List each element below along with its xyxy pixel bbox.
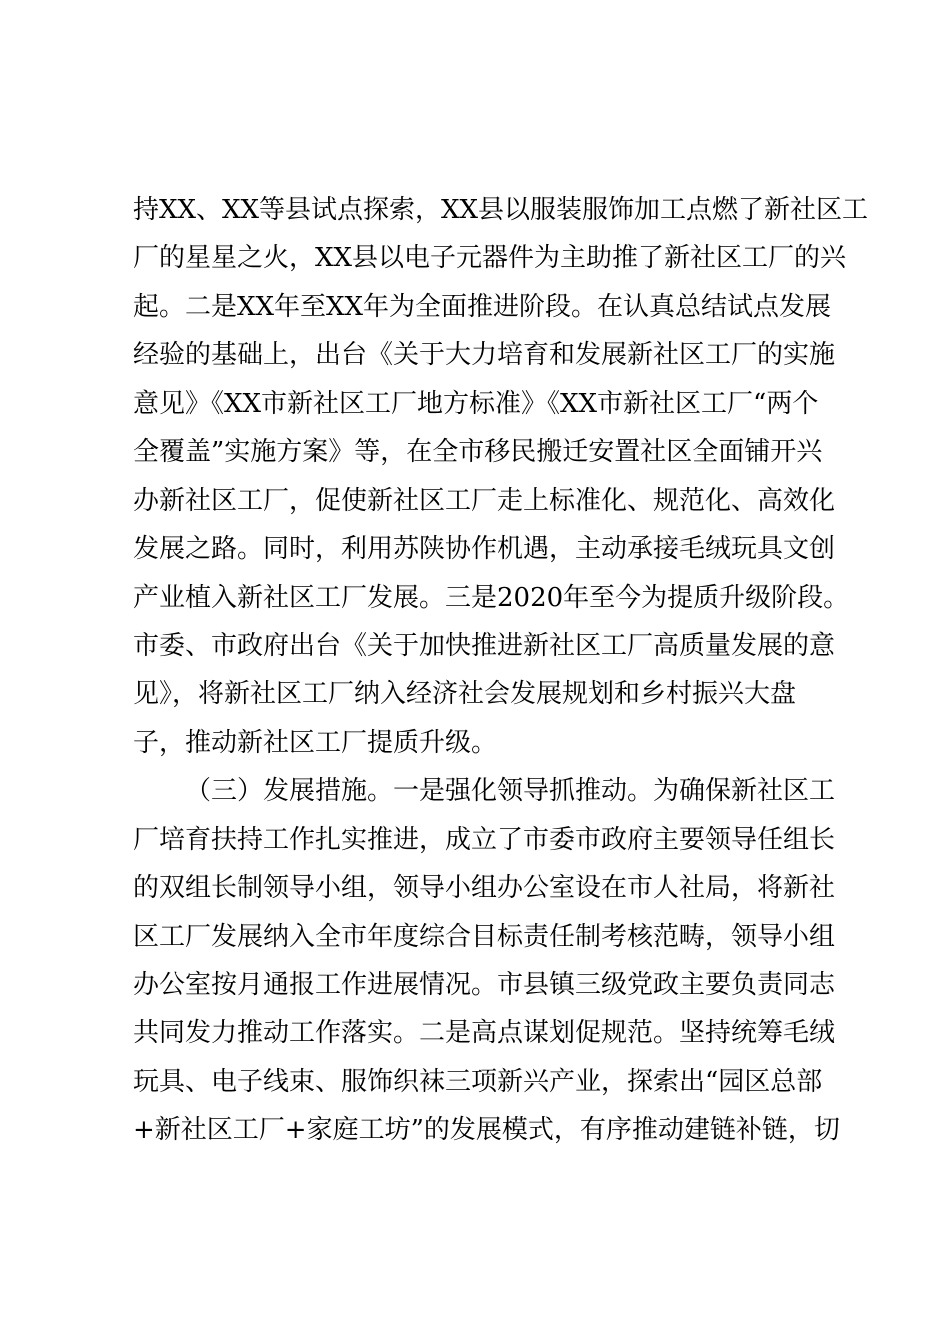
text-line: 办公室按月通报工作进展情况。市县镇三级党政主要负责同志 xyxy=(133,970,836,1000)
text-line: 办新社区工厂，促使新社区工厂走上标准化、规范化、高效化 xyxy=(133,485,836,516)
text-line: 厂培育扶持工作扎实推进，成立了市委市政府主要领导任组长 xyxy=(133,824,836,855)
text-line: 的双组长制领导小组，领导小组办公室设在市人社局，将新社 xyxy=(133,873,836,904)
body-text xyxy=(133,186,869,1155)
paragraph-heading-line: （三）发展措施。一是强化领导抓推动。为确保新社区工 xyxy=(185,776,836,807)
text-line: 经验的基础上，出台《关于大力培育和发展新社区工厂的实施 xyxy=(133,340,836,371)
text-line: 发展之路。同时，利用苏陕协作机遇，主动承接毛绒玩具文创 xyxy=(133,534,836,565)
text-line: 厂的星星之火，XX县以电子元器件为主助推了新社区工厂的兴 xyxy=(133,243,847,274)
text-line: 共同发力推动工作落实。二是高点谋划促规范。坚持统筹毛绒 xyxy=(133,1018,836,1049)
text-line: 持XX、XX等县试点探索，XX县以服装服饰加工点燃了新社区工 xyxy=(133,195,869,225)
text-line: 产业植入新社区工厂发展。三是2020年至今为提质升级阶段。 xyxy=(133,582,850,613)
text-line: 玩具、电子线束、服饰织袜三项新兴产业，探索出“园区总部 xyxy=(133,1066,823,1097)
text-line: 意见》《XX市新社区工厂地方标准》《XX市新社区工厂“两个 xyxy=(133,388,819,419)
text-line: 区工厂发展纳入全市年度综合目标责任制考核范畴，领导小组 xyxy=(133,921,836,952)
text-line: 市委、市政府出台《关于加快推进新社区工厂高质量发展的意 xyxy=(133,630,836,661)
text-line: 见》，将新社区工厂纳入经济社会发展规划和乡村振兴大盘 xyxy=(133,679,797,710)
text-line: +新社区工厂+家庭工坊”的发展模式，有序推动建链补链，切 xyxy=(133,1115,840,1146)
text-line: 子，推动新社区工厂提质升级。 xyxy=(133,727,498,758)
text-line: 起。二是XX年至XX年为全面推进阶段。在认真总结试点发展 xyxy=(133,291,832,322)
text-line: 全覆盖”实施方案》等，在全市移民搬迁安置社区全面铺开兴 xyxy=(133,437,823,468)
